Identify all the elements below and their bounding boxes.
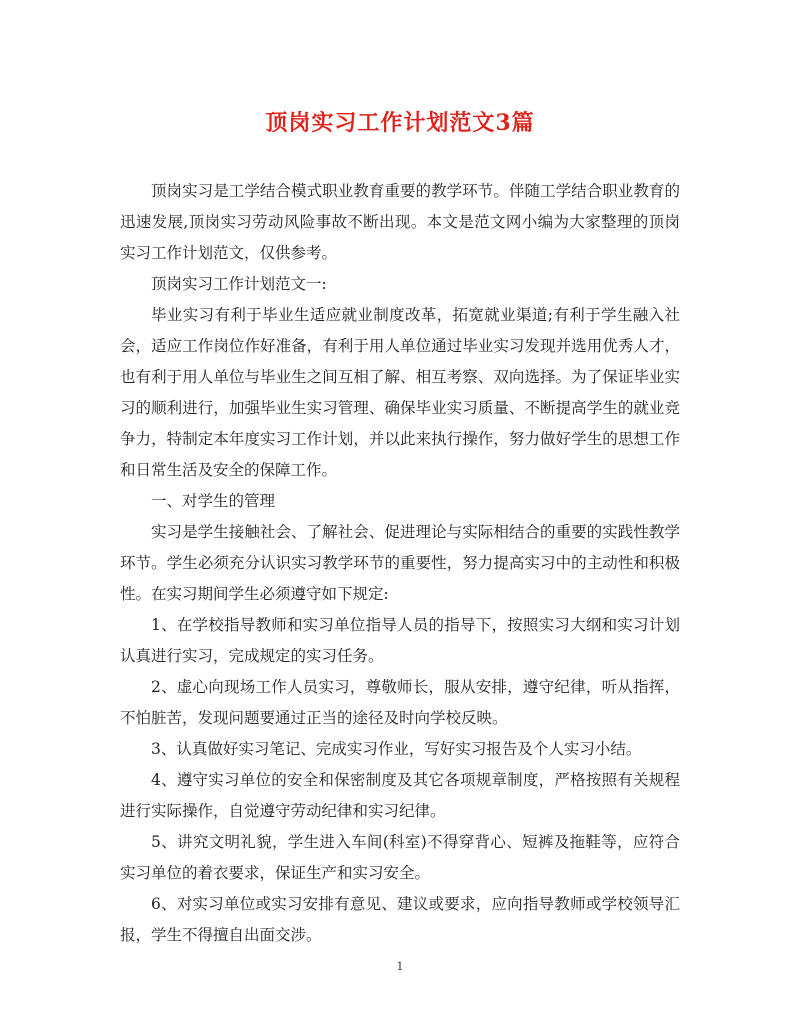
rule-item-3: 3、认真做好实习笔记、完成实习作业，写好实习报告及个人实习小结。 <box>151 740 642 758</box>
rule-item-6: 6、对实习单位或实习安排有意见、建议或要求，应向指导教师或学校领导汇报，学生不得擅自出面交涉。 <box>120 895 680 944</box>
rule-item-5: 5、讲究文明礼貌，学生进入车间(科室)不得穿背心、短裤及拖鞋等，应符合实习单位的着衣要求，保证生产和实习安全。 <box>120 833 680 882</box>
document-body <box>120 176 680 951</box>
rule-item-1: 1、在学校指导教师和实习单位指导人员的指导下，按照实习大纲和实习计划认真进行实习，完成规定的实习任务。 <box>120 616 680 665</box>
section-heading: 一、对学生的管理 <box>151 492 276 510</box>
paragraph-intro: 顶岗实习是工学结合模式职业教育重要的教学环节。伴随工学结合职业教育的迅速发展,顶岗实习劳动风险事故不断出现。本文是范文网小编为大家整理的顶岗实习工作计划范文，仅供参考。 <box>120 182 680 262</box>
paragraph-subheading: 顶岗实习工作计划范文一: <box>151 275 327 293</box>
rule-item-4: 4、遵守实习单位的安全和保密制度及其它各项规章制度，严格按照有关规程进行实际操作，自觉遵守劳动纪律和实习纪律。 <box>120 771 680 820</box>
paragraph-practice: 实习是学生接触社会、了解社会、促进理论与实际相结合的重要的实践性教学环节。学生必须充分认识实习教学环节的重要性，努力提高实习中的主动性和积极性。在实习期间学生必须遵守如下规定: <box>120 523 680 603</box>
paragraph-purpose: 毕业实习有利于毕业生适应就业制度改革，拓宽就业渠道;有利于学生融入社会，适应工作岗位作好准备，有利于用人单位通过毕业实习发现并选用优秀人才，也有利于用人单位与毕业生之间互相了解、相互考察、双向选择。为了保证毕业实习的顺利进行，加强毕业生实习管理、确保毕业实习质量、不断提高学生的就业竞争力，特制定本年度实习工作计划，并以此来执行操作，努力做好学生的思想工作和日常生活及安全的保障工作。 <box>120 306 680 479</box>
document-title: 顶岗实习工作计划范文3篇 <box>265 110 535 136</box>
rule-item-2: 2、虚心向现场工作人员实习，尊敬师长，服从安排，遵守纪律，听从指挥，不怕脏苦，发现问题要通过正当的途径及时向学校反映。 <box>120 678 680 727</box>
page-number: 1 <box>396 960 404 973</box>
